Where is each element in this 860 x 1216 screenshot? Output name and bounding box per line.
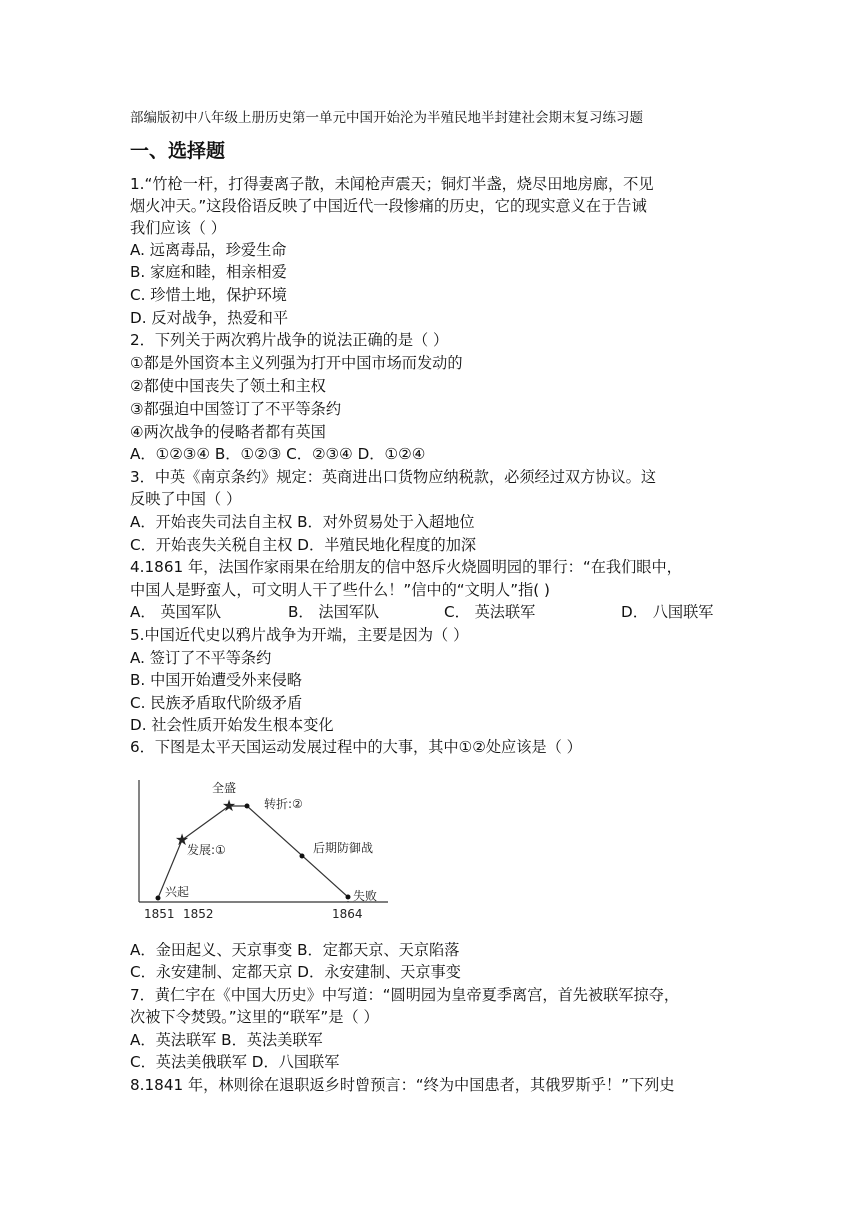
dev-star-icon: ★ [174,830,190,849]
question-1-option-d: D. 反对战争，热爱和平 [130,309,289,327]
question-1-option-c: C. 珍惜土地，保护环境 [130,286,287,304]
question-2-statement-3: ③都强迫中国签订了不平等条约 [130,400,342,418]
question-2-statement-2: ②都使中国丧失了领土和主权 [130,377,326,395]
question-4-line-1: 4.1861 年，法国作家雨果在给朋友的信中怒斥火烧圆明园的罪行：“在我们眼中， [130,558,682,576]
question-2-stem: 2．下列关于两次鸦片战争的说法正确的是（ ） [130,331,449,349]
question-7-line-1: 7．黄仁宇在《中国大历史》中写道：“圆明园为皇帝夏季离宫，首先被联军掠夺， [130,986,680,1004]
turn-point [245,804,250,809]
question-1-option-a: A. 远离毒品，珍爱生命 [130,241,287,259]
question-6-stem: 6．下图是太平天国运动发展过程中的大事，其中①②处应该是（ ） [130,738,582,756]
late-defense-point [300,854,305,859]
question-1-line-1: 1.“竹枪一杆，打得妻离子散，未闻枪声震天；铜灯半盏，烧尽田地房廊，不见 [130,175,654,193]
section-heading: 一、选择题 [130,140,226,162]
question-3-line-1: 3．中英《南京条约》规定：英商进出口货物应纳税款，必须经过双方协议。这 [130,468,657,486]
question-4-line-2: 中国人是野蛮人，可文明人干了些什么！”信中的“文明人”指( ) [130,581,550,599]
question-7-options-cd: C．英法美俄联军 D．八国联军 [130,1053,340,1071]
question-5-stem: 5.中国近代史以鸦片战争为开端，主要是因为（ ） [130,626,469,644]
taiping-timeline-diagram [130,770,400,930]
question-3-options-ab: A．开始丧失司法自主权 B．对外贸易处于入超地位 [130,513,475,531]
question-2-options: A．①②③④ B．①②③ C．②③④ D．①②④ [130,445,426,463]
question-1-line-3: 我们应该（ ） [130,219,226,237]
year-1852: 1852 [183,907,214,921]
label-late: 后期防御战 [313,841,374,855]
document-title: 部编版初中八年级上册历史第一单元中国开始沦为半殖民地半封建社会期末复习练习题 [130,110,643,126]
label-fail: 失败 [353,889,378,903]
fail-point [346,895,351,900]
question-2-statement-1: ①都是外国资本主义列强为打开中国市场而发动的 [130,354,463,372]
label-dev: 发展:① [187,843,226,857]
question-5-option-c: C. 民族矛盾取代阶级矛盾 [130,694,303,712]
question-7-options-ab: A．英法联军 B．英法美联军 [130,1031,323,1049]
question-4-option-a: A． 英国军队 [130,603,222,621]
question-2-statement-4: ④两次战争的侵略者都有英国 [130,423,326,441]
year-1864: 1864 [332,907,363,921]
year-1851: 1851 [144,907,175,921]
question-3-options-cd: C．开始丧失关税自主权 D．半殖民地化程度的加深 [130,536,477,554]
question-1-option-b: B. 家庭和睦，相亲相爱 [130,263,287,281]
question-1-line-2: 烟火冲天。”这段俗语反映了中国近代一段惨痛的历史，它的现实意义在于告诫 [130,197,647,215]
question-7-line-2: 次被下令焚毁。”这里的“联军”是（ ） [130,1008,379,1026]
question-4-option-c: C． 英法联军 [444,603,536,621]
question-6-options-cd: C．永安建制、定都天京 D．永安建制、天京事变 [130,963,461,981]
question-4-option-b: B． 法国军队 [288,603,380,621]
label-rise: 兴起 [165,885,190,899]
label-peak: 全盛 [212,781,237,795]
question-5-option-d: D. 社会性质开始发生根本变化 [130,716,334,734]
question-5-option-b: B. 中国开始遭受外来侵略 [130,671,302,689]
rise-point [156,896,161,901]
label-turn: 转折:② [264,797,303,811]
peak-star-icon: ★ [221,796,237,815]
question-8-line-1: 8.1841 年，林则徐在退职返乡时曾预言：“终为中国患者，其俄罗斯乎！”下列史 [130,1076,675,1094]
question-3-line-2: 反映了中国（ ） [130,490,242,508]
question-5-option-a: A. 签订了不平等条约 [130,649,272,667]
question-4-option-d: D． 八国联军 [621,603,714,621]
question-6-options-ab: A．金田起义、天京事变 B．定都天京、天京陷落 [130,941,460,959]
